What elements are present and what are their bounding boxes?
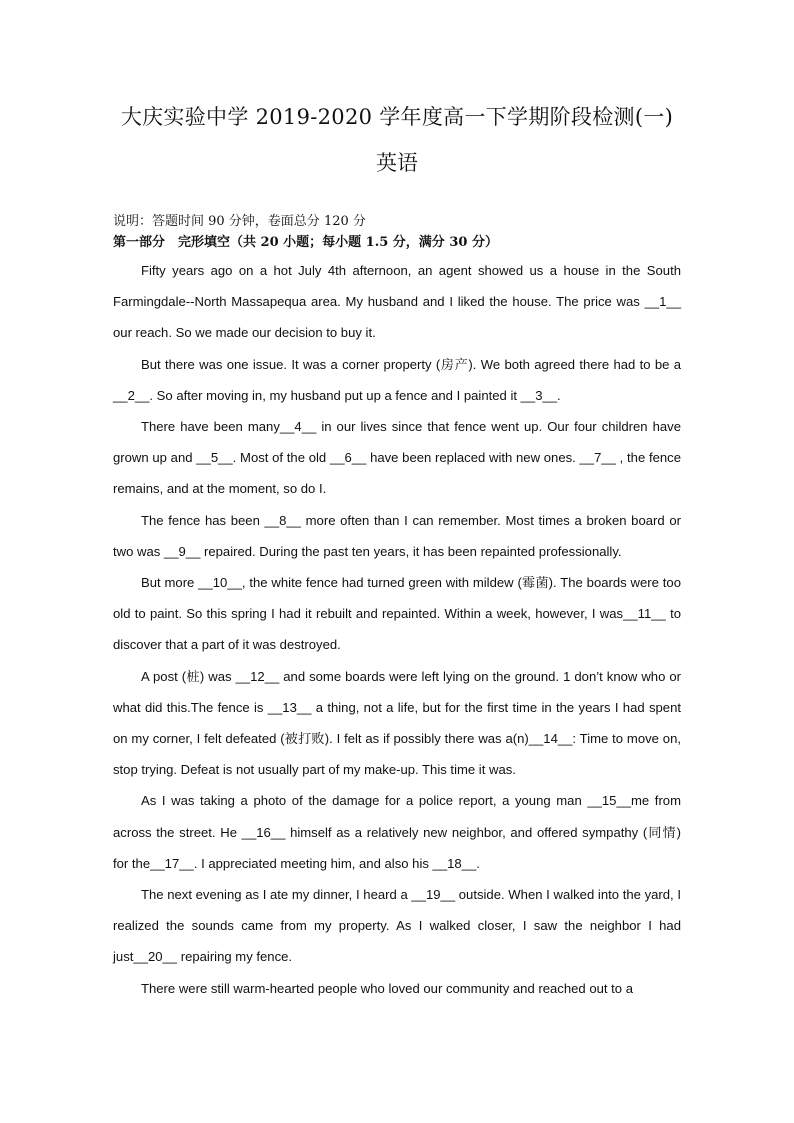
cloze-passage (113, 255, 681, 1004)
paragraph-5: But more __10__, the white fence had turned green with mildew (霉菌). The boards were too old to paint. So this spring I had it rebuilt and repainted. Within a week, however, I was__11__ to discover that a part of it was destroyed. (113, 575, 681, 653)
exam-title: 大庆实验中学 2019-2020 学年度高一下学期阶段检测(一) (120, 105, 674, 129)
subject-title: 英语 (376, 151, 418, 175)
section-heading: 第一部分 完形填空（共 20 小题；每小题 1.5 分，满分 30 分） (113, 235, 498, 250)
paragraph-9: There were still warm-hearted people who loved our community and reached out to a (141, 980, 634, 996)
paragraph-2: But there was one issue. It was a corner property (房产). We both agreed there had to be a __2__. So after moving in, my husband put up a fence and I painted it __3__. (113, 356, 681, 403)
paragraph-4: The fence has been __8__ more often than I can remember. Most times a broken board or two was __9__ repaired. During the past ten years, it has been repainted professionally. (113, 512, 681, 559)
paragraph-6: A post (桩) was __12__ and some boards were left lying on the ground. 1 don’t know who or what did this.The fence is __13__ a thing, not a life, but for the first time in the years I had spent on my corner, I felt defeated (被打败). I felt as if possibly there was a(n)__14__: Time to move on, stop trying. Defeat is not usually part of my make-up. This time it was. (113, 668, 681, 778)
paragraph-3: There have been many__4__ in our lives since that fence went up. Our four children have grown up and __5__. Most of the old __6__ have been replaced with new ones. __7__ , the fence remains, and at the moment, so do I. (113, 419, 681, 497)
paragraph-1: Fifty years ago on a hot July 4th afternoon, an agent showed us a house in the South Farmingdale--North Massapequa area. My husband and I liked the house. The price was __1__ our reach. So we made our decision to buy it. (113, 263, 681, 341)
exam-instructions: 说明：答题时间 90 分钟，卷面总分 120 分 (113, 214, 366, 229)
paragraph-7: As I was taking a photo of the damage for a police report, a young man __15__me from across the street. He __16__ himself as a relatively new neighbor, and offered sympathy (同情) for the__17__. I appreciated meeting him, and also his __18__. (113, 793, 681, 871)
paragraph-8: The next evening as I ate my dinner, I heard a __19__ outside. When I walked into the yard, I realized the sounds came from my property. As I walked closer, I saw the neighbor I had just__20__ repairing my fence. (113, 887, 681, 965)
